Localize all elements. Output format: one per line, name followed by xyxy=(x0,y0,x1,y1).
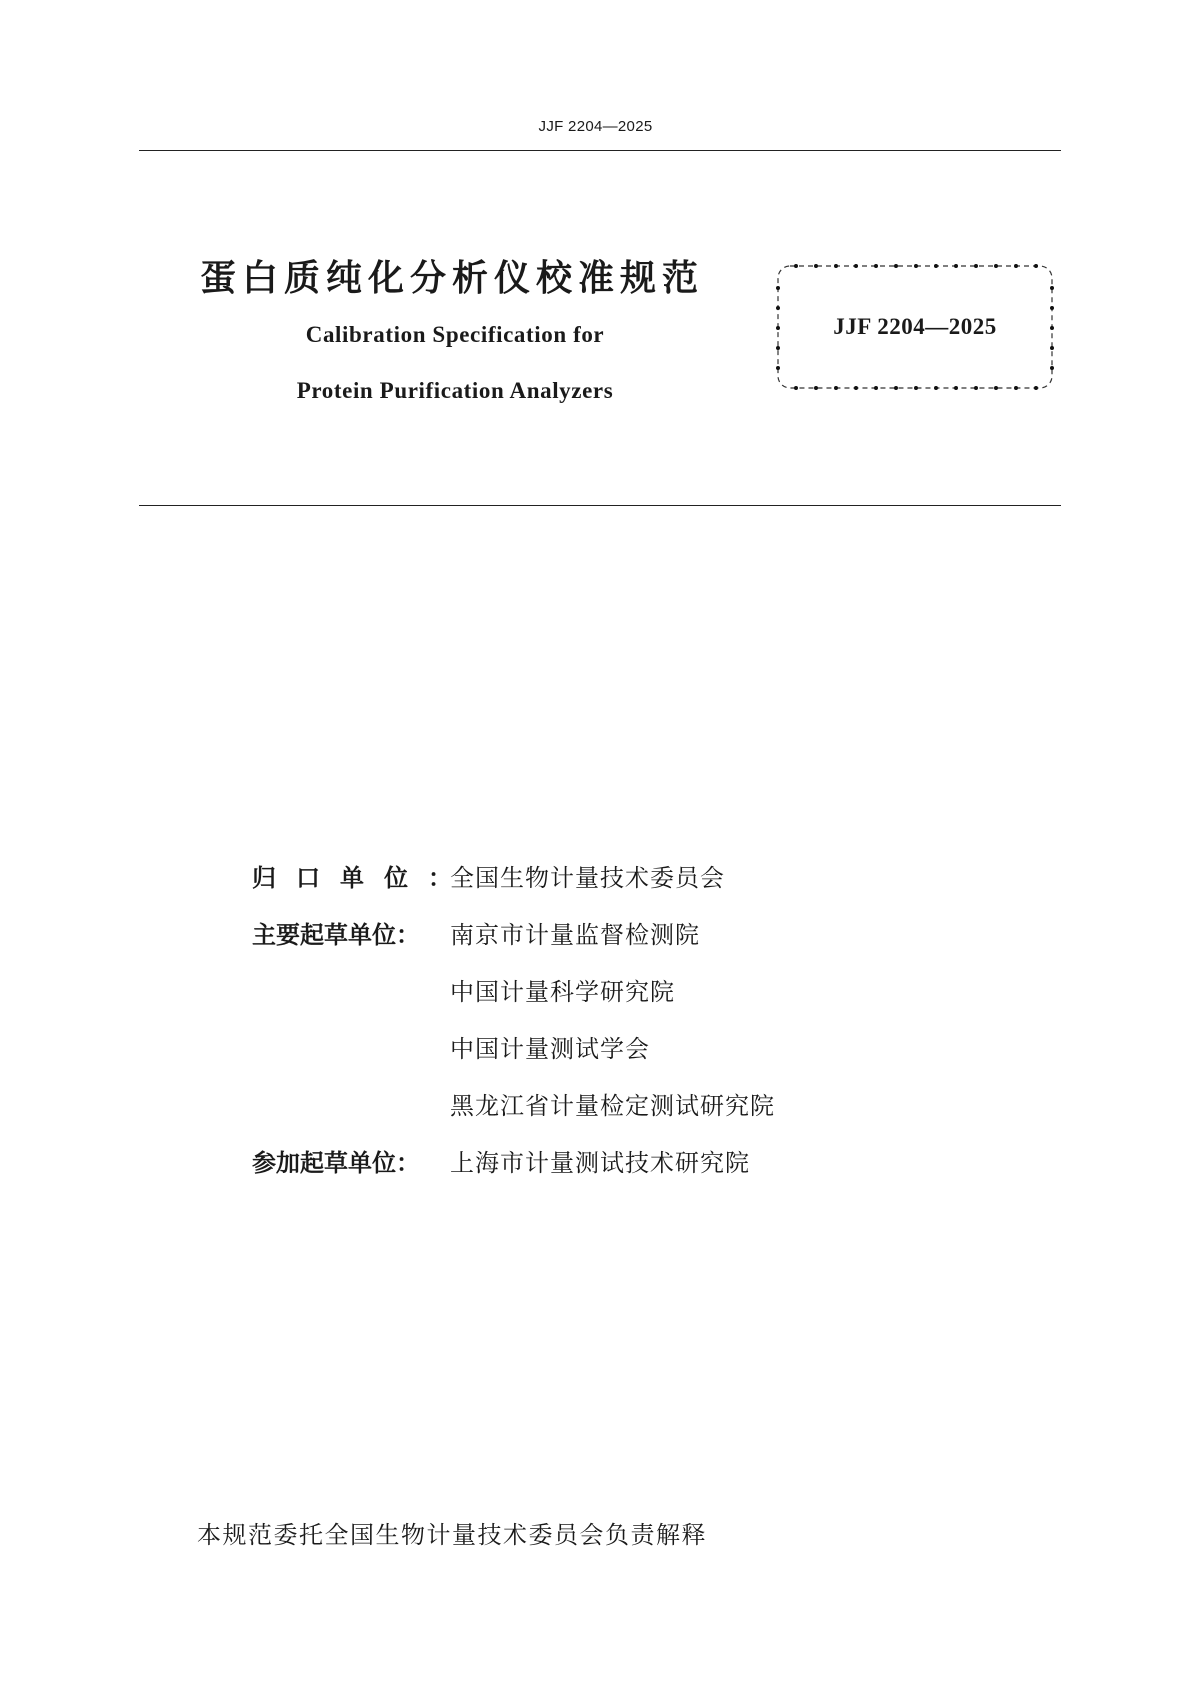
border-dot xyxy=(1034,386,1038,390)
border-dot xyxy=(894,264,898,268)
border-dot xyxy=(934,386,938,390)
border-dot xyxy=(1014,264,1018,268)
border-dot xyxy=(1050,346,1054,350)
border-dot xyxy=(834,264,838,268)
border-dot xyxy=(854,386,858,390)
border-dot xyxy=(1050,286,1054,290)
border-dot xyxy=(874,386,878,390)
specification-code-box xyxy=(774,262,1056,392)
main-drafting-unit-row xyxy=(252,972,775,1029)
main-drafting-unit-value: 中国计量测试学会 xyxy=(450,1035,650,1063)
border-dot xyxy=(914,264,918,268)
border-dot xyxy=(1050,366,1054,370)
border-dot xyxy=(776,346,780,350)
border-dot xyxy=(794,386,798,390)
specification-code: JJF 2204—2025 xyxy=(833,314,997,339)
running-header: JJF 2204—2025 xyxy=(538,118,653,135)
border-dot xyxy=(994,264,998,268)
border-dot xyxy=(954,386,958,390)
participating-unit-label: 参加起草单位： xyxy=(252,1149,420,1177)
border-dot xyxy=(974,264,978,268)
border-dot xyxy=(894,386,898,390)
title-section-rule xyxy=(139,505,1061,506)
title-chinese: 蛋白质纯化分析仪校准规范 xyxy=(200,258,705,299)
title-english-line-2: Protein Purification Analyzers xyxy=(296,378,614,403)
responsible-unit-value: 全国生物计量技术委员会 xyxy=(450,864,725,892)
main-drafting-unit-row xyxy=(252,915,775,972)
border-dot xyxy=(854,264,858,268)
border-dot xyxy=(1034,264,1038,268)
border-dot xyxy=(994,386,998,390)
title-english-line-1: Calibration Specification for xyxy=(305,322,605,347)
main-drafting-unit-value: 黑龙江省计量检定测试研究院 xyxy=(450,1092,775,1120)
border-dot xyxy=(776,306,780,310)
border-dot xyxy=(954,264,958,268)
border-dot xyxy=(1050,306,1054,310)
border-dot xyxy=(776,366,780,370)
border-dot xyxy=(1014,386,1018,390)
border-dot xyxy=(914,386,918,390)
border-dot xyxy=(874,264,878,268)
main-drafting-unit-label: 主要起草单位： xyxy=(252,921,420,949)
responsible-unit-label: 归口单位： xyxy=(252,864,472,892)
main-drafting-unit-value: 中国计量科学研究院 xyxy=(450,978,675,1006)
drafting-units xyxy=(252,858,775,1200)
responsible-unit-row xyxy=(252,858,775,915)
border-dot xyxy=(834,386,838,390)
border-dot xyxy=(776,286,780,290)
interpretation-note: 本规范委托全国生物计量技术委员会负责解释 xyxy=(197,1521,707,1549)
main-drafting-unit-row xyxy=(252,1029,775,1086)
border-dot xyxy=(814,386,818,390)
main-drafting-unit-value: 南京市计量监督检测院 xyxy=(450,921,700,949)
border-dot xyxy=(974,386,978,390)
main-drafting-unit-row xyxy=(252,1086,775,1143)
header-rule xyxy=(139,150,1061,151)
border-dot xyxy=(934,264,938,268)
participating-unit-row xyxy=(252,1143,775,1200)
border-dot xyxy=(794,264,798,268)
participating-unit-value: 上海市计量测试技术研究院 xyxy=(450,1149,750,1177)
border-dot xyxy=(814,264,818,268)
